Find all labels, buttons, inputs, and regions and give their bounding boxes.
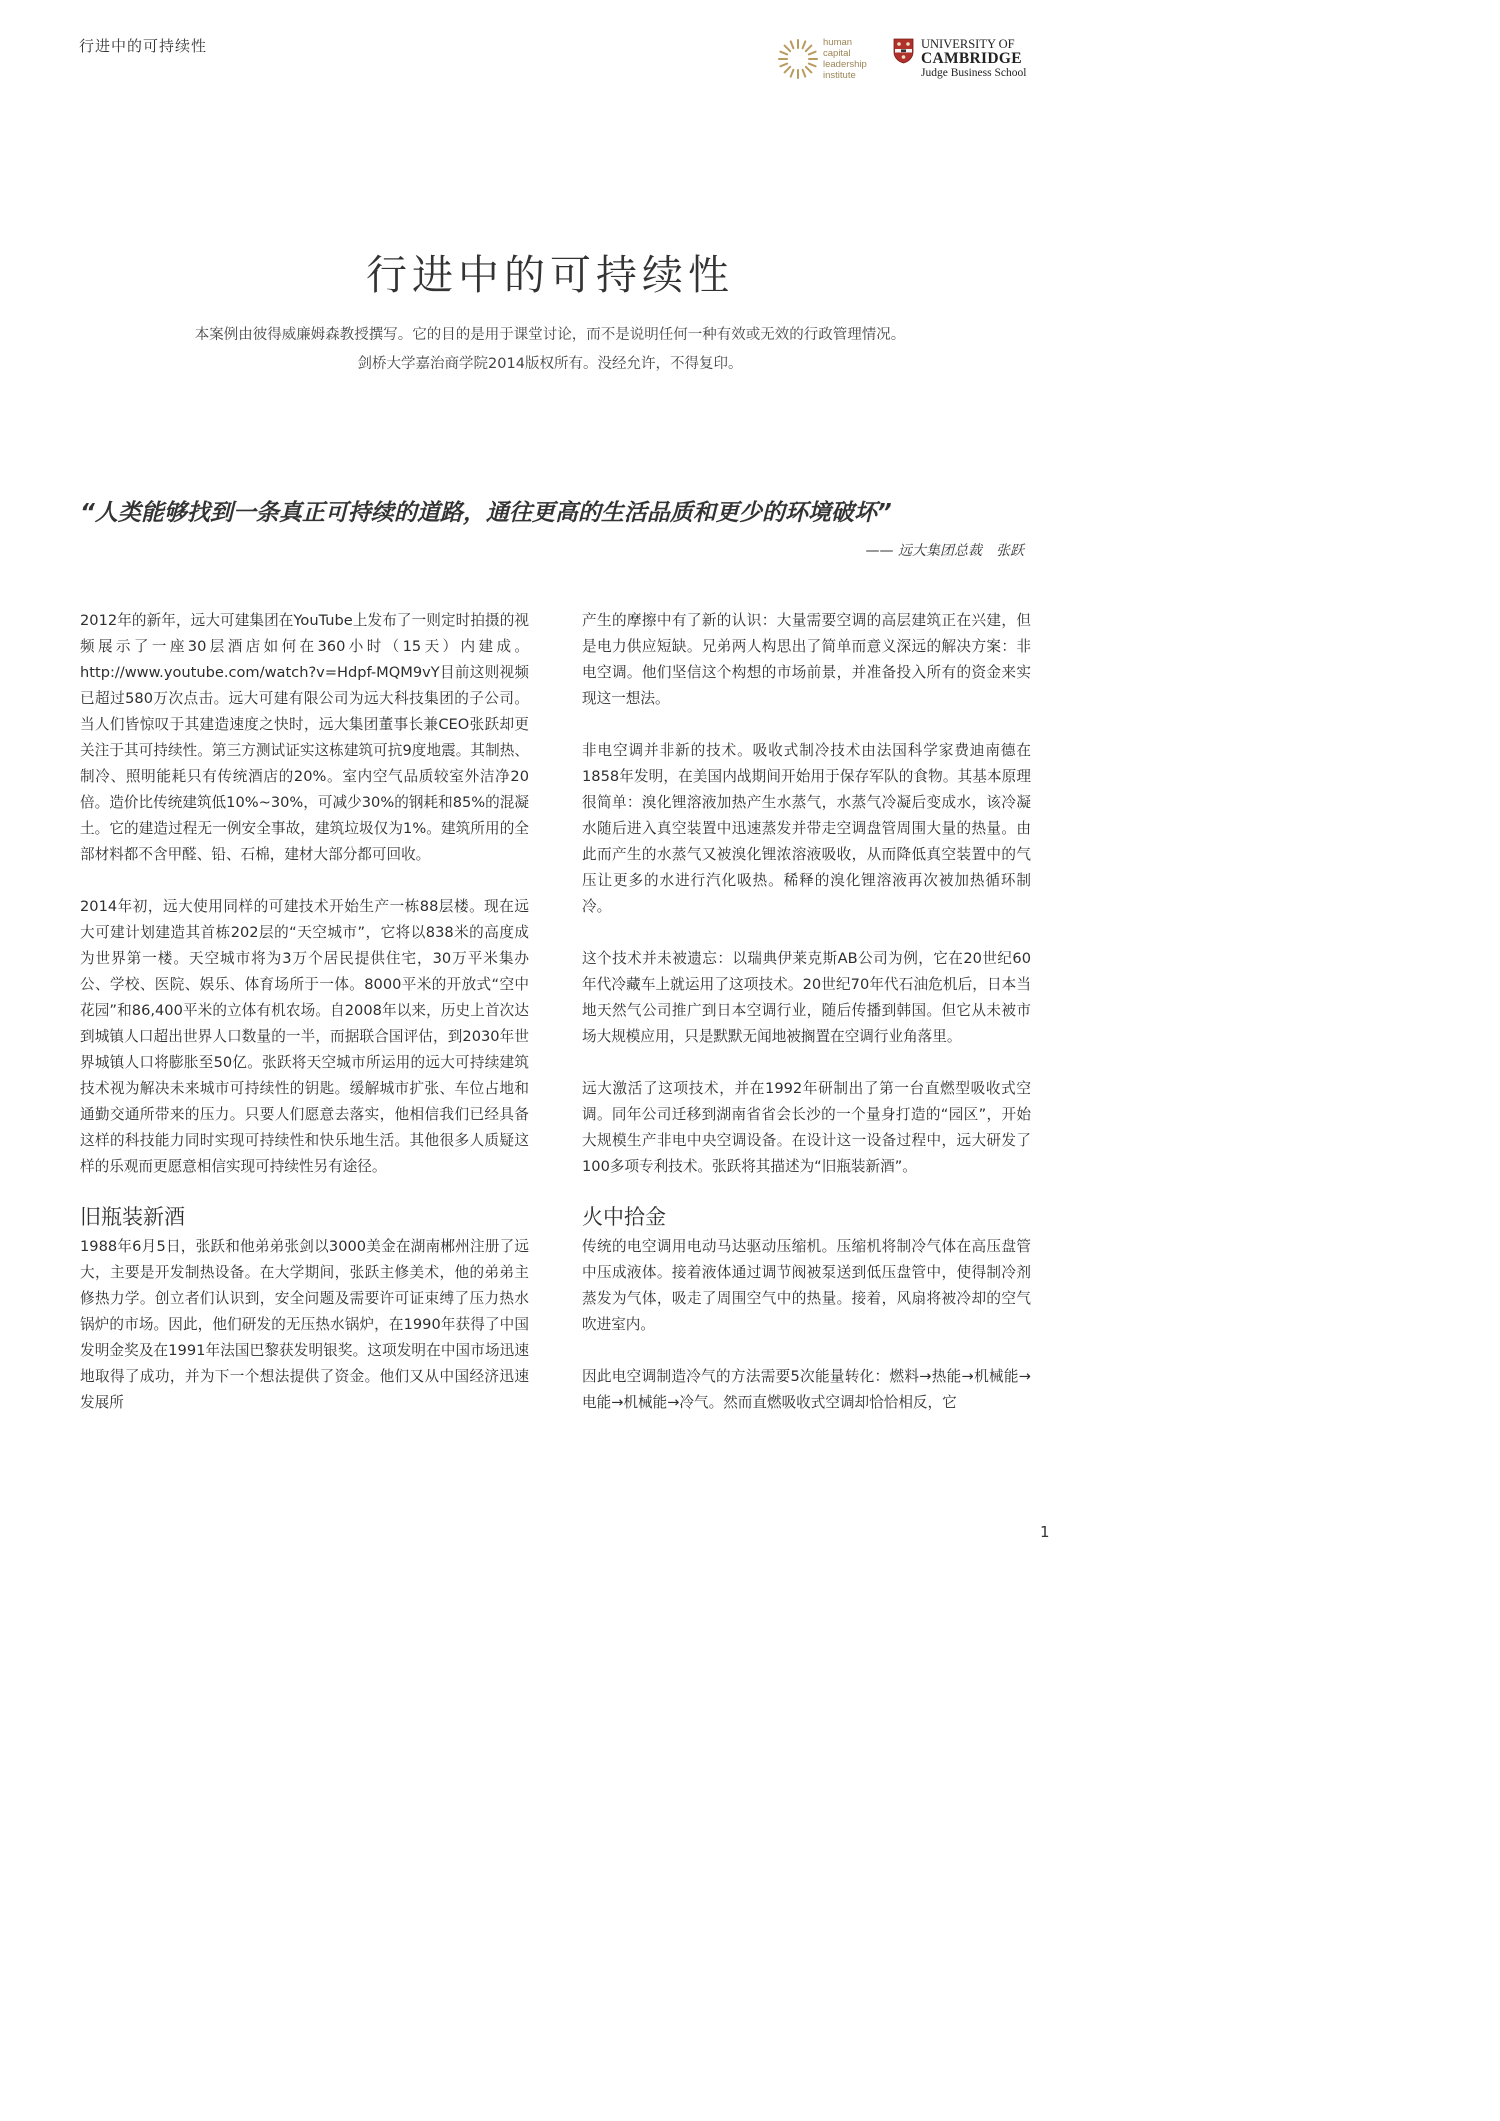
body-paragraph: 远大激活了这项技术，并在1992年研制出了第一台直燃型吸收式空调。同年公司迁移到湖南省省会长沙的一个量身打造的“园区”，开始大规模生产非电中央空调设备。在设计这一设备过程中，远大研发了100多项专利技术。张跃将其描述为“旧瓶装新酒”。	[582, 1080, 1031, 1175]
cambridge-logo	[893, 35, 1036, 81]
attribution-name: 张跃	[996, 543, 1024, 559]
attribution-role: —— 远大集团总裁	[865, 543, 982, 559]
body-paragraph: 1988年6月5日，张跃和他弟弟张剑以3000美金在湖南郴州注册了远大，主要是开发制热设备。在大学期间，张跃主修美术，他的弟弟主修热力学。创立者们认识到，安全问题及需要许可证束缚了压力热水锅炉的市场。因此，他们研发的无压热水锅炉，在1990年获得了中国发明金奖及在1991年法国巴黎获发明银奖。这项发明在中国市场迅速地取得了成功，并为下一个想法提供了资金。他们又从中国经济迅速发展所	[80, 1238, 529, 1411]
body-paragraph: 产生的摩擦中有了新的认识：大量需要空调的高层建筑正在兴建，但是电力供应短缺。兄弟两人构思出了简单而意义深远的解决方案：非电空调。他们坚信这个构想的市场前景，并准备投入所有的资金来实现这一想法。	[582, 612, 1031, 707]
hcli-logo	[776, 34, 906, 84]
section-heading: 旧瓶装新酒	[80, 1205, 185, 1229]
right-column	[582, 608, 1031, 1442]
body-paragraph: 传统的电空调用电动马达驱动压缩机。压缩机将制冷气体在高压盘管中压成液体。接着液体通过调节阀被泵送到低压盘管中，使得制冷剂蒸发为气体，吸走了周围空气中的热量。接着，风扇将被冷却的空气吹进室内。	[582, 1238, 1031, 1333]
hcli-line: leadership	[823, 59, 867, 70]
document-title: 行进中的可持续性	[366, 251, 734, 299]
left-column	[80, 608, 529, 1442]
header-logos	[776, 34, 1036, 84]
cambridge-line-1: UNIVERSITY OF	[921, 37, 1015, 51]
case-note: 本案例由彼得威廉姆森教授撰写。它的目的是用于课堂讨论，而不是说明任何一种有效或无效的行政管理情况。	[194, 327, 906, 343]
sunburst-icon	[776, 37, 820, 81]
copyright-note: 剑桥大学嘉治商学院2014版权所有。没经允许，不得复印。	[357, 356, 743, 372]
pull-quote: “人类能够找到一条真正可持续的道路，通往更高的生活品质和更少的环境破坏”	[80, 500, 892, 526]
cambridge-shield-icon	[893, 38, 914, 64]
hcli-line: institute	[823, 70, 856, 81]
body-paragraph: 因此电空调制造冷气的方法需要5次能量转化：燃料→热能→机械能→电能→机械能→冷气。然而直燃吸收式空调却恰恰相反，它	[582, 1368, 1031, 1411]
body-paragraph: 这个技术并未被遗忘：以瑞典伊莱克斯AB公司为例，它在20世纪60年代冷藏车上就运用了这项技术。20世纪70年代石油危机后，日本当地天然气公司推广到日本空调行业，随后传播到韩国。但它从未被市场大规模应用，只是默默无闻地被搁置在空调行业角落里。	[582, 950, 1031, 1045]
body-paragraph: 非电空调并非新的技术。吸收式制冷技术由法国科学家费迪南德在1858年发明，在美国内战期间开始用于保存军队的食物。其基本原理很简单：溴化锂溶液加热产生水蒸气，水蒸气冷凝后变成水，该冷凝水随后进入真空装置中迅速蒸发并带走空调盘管周围大量的热量。由此而产生的水蒸气又被溴化锂浓溶液吸收，从而降低真空装置中的气压让更多的水进行汽化吸热。稀释的溴化锂溶液再次被加热循环制冷。	[582, 742, 1031, 915]
cambridge-logo-text	[921, 37, 1026, 80]
hcli-logo-text	[823, 37, 867, 81]
hcli-line: human	[823, 37, 853, 48]
cambridge-line-2: CAMBRIDGE	[921, 50, 1022, 67]
section-heading: 火中拾金	[582, 1205, 666, 1229]
running-head: 行进中的可持续性	[79, 37, 208, 55]
hcli-line: capital	[823, 48, 851, 59]
page-number: 1	[1040, 1523, 1050, 1541]
body-paragraph: 2014年初，远大使用同样的可建技术开始生产一栋88层楼。现在远大可建计划建造其首栋202层的“天空城市”，它将以838米的高度成为世界第一楼。天空城市将为3万个居民提供住宅，30万平米集办公、学校、医院、娱乐、体育场所于一体。8000平米的开放式“空中花园”和86,400平米的立体有机农场。自2008年以来，历史上首次达到城镇人口超出世界人口数量的一半，而据联合国评估，到2030年世界城镇人口将膨胀至50亿。张跃将天空城市所运用的远大可持续建筑技术视为解决未来城市可持续性的钥匙。缓解城市扩张、车位占地和通勤交通所带来的压力。只要人们愿意去落实，他相信我们已经具备这样的科技能力同时实现可持续性和快乐地生活。其他很多人质疑这样的乐观而更愿意相信实现可持续性另有途径。	[80, 898, 529, 1175]
body-paragraph: 2012年的新年，远大可建集团在YouTube上发布了一则定时拍摄的视频展示了一座30层酒店如何在360小时（15天）内建成。http://www.youtube.com/watch?v=Hdpf-MQM9vY目前这则视频已超过580万次点击。远大可建有限公司为远大科技集团的子公司。当人们皆惊叹于其建造速度之快时，远大集团董事长兼CEO张跃却更关注于其可持续性。第三方测试证实这栋建筑可抗9度地震。其制热、制冷、照明能耗只有传统酒店的20%。室内空气品质较室外洁净20倍。造价比传统建筑低10%~30%，可减少30%的钢耗和85%的混凝土。它的建造过程无一例安全事故，建筑垃圾仅为1%。建筑所用的全部材料都不含甲醛、铅、石棉，建材大部分都可回收。	[80, 612, 529, 863]
cambridge-line-3: Judge Business School	[921, 67, 1027, 79]
quote-attribution	[866, 540, 1024, 560]
